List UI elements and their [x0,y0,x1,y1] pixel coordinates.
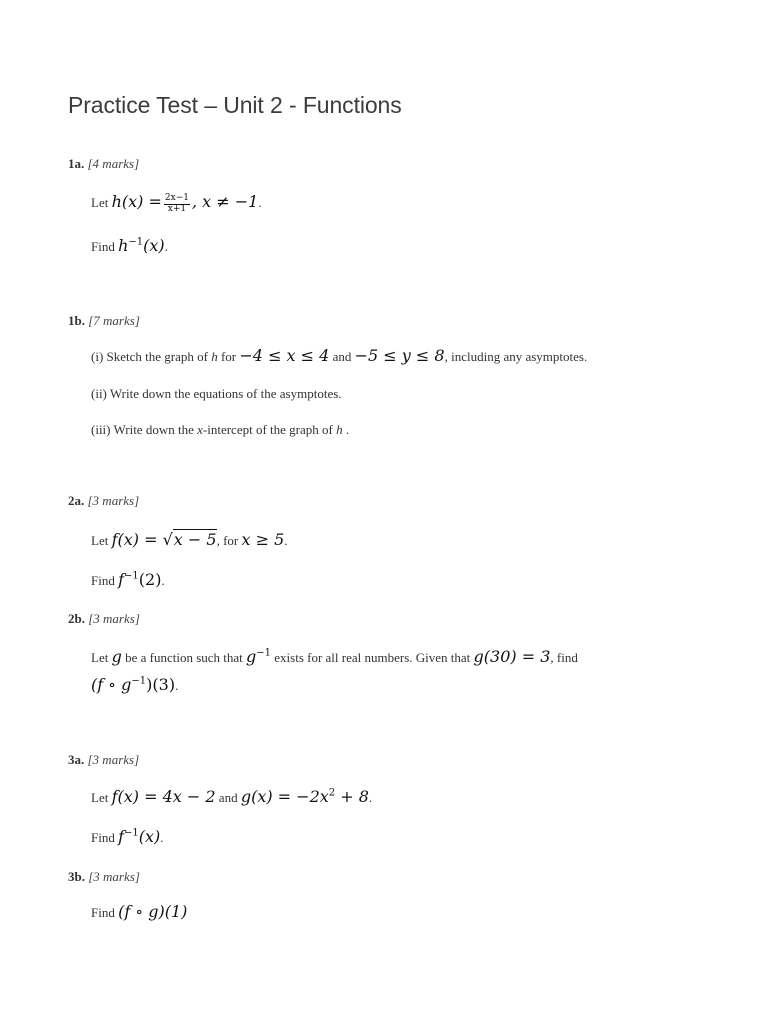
question-line [91,827,164,846]
math-expression: (f ∘ $g^{-1})(3)$ [91,675,176,694]
question-heading-1b [68,313,140,329]
text: . [160,830,164,845]
text: (iii) Write down the [91,422,194,437]
question-line [91,787,372,806]
text: . [345,422,350,437]
question-marks: [7 marks] [88,313,140,328]
text: . [258,195,262,210]
math-expression: g [111,647,122,666]
question-heading-2b [68,611,140,627]
question-line [91,530,288,549]
text: Find [91,573,115,588]
question-marks: [3 marks] [87,493,140,508]
question-line [91,675,178,694]
question-line [91,386,342,402]
math-fraction: $\frac{2x-1}{x+1}$ [164,192,189,214]
question-marks: [3 marks] [88,611,140,626]
text: . [164,239,168,254]
question-line [91,570,165,589]
math-expression: −4 ≤ x ≤ 4 [239,346,330,365]
text: and [332,349,352,364]
question-line [91,647,578,666]
question-line [91,346,587,365]
question-heading-3b [68,869,140,885]
math-expression: f(x) = 4x − 2 [111,787,216,806]
math-expression: g(30) = 3 [473,647,551,666]
text: (i) Sketch the graph of [91,349,208,364]
text: , including any asymptotes. [444,349,588,364]
text: h [211,349,218,364]
text: (ii) Write down the equations of the asymptotes. [91,386,342,401]
text: -intercept of the graph of [202,422,333,437]
text: exists for all real numbers. Given that [274,650,471,665]
math-expression: h(x) = [111,192,162,211]
text: x [197,422,203,437]
question-number: 2a. [68,493,85,508]
math-expression: $g(x) = -2x^2 + 8$ [240,787,369,806]
question-number: 1a. [68,156,85,171]
text: . [161,573,165,588]
text: . [284,533,288,548]
math-expression: , x ≠ −1 [191,192,259,211]
question-line [91,192,262,214]
text: Find [91,239,115,254]
math-expression: $f^{-1}(x)$ [118,827,161,846]
math-expression: −5 ≤ y ≤ 8 [354,346,445,365]
text: Let [91,195,109,210]
text: and [218,790,238,805]
question-marks: [3 marks] [87,752,140,767]
math-expression: f(x) = √x − 5 [111,530,217,549]
question-marks: [3 marks] [88,869,140,884]
math-expression: $f^{-1}(2)$ [118,570,162,589]
question-number: 3b. [68,869,85,884]
text: Find [91,830,115,845]
text: Let [91,533,109,548]
math-expression: $g^{-1}$ [246,647,272,666]
math-expression: (f ∘ g)(1) [118,902,188,921]
text: h [336,422,343,437]
question-marks: [4 marks] [87,156,140,171]
question-heading-2a [68,493,139,509]
math-expression: $h^{-1}(x)$ [118,236,165,255]
page-title: Practice Test – Unit 2 - Functions [68,92,402,118]
question-heading-3a [68,752,139,768]
math-expression: x ≥ 5 [241,530,285,549]
question-number: 1b. [68,313,85,328]
text: Let [91,790,109,805]
question-number: 3a. [68,752,85,767]
text: , find [550,650,578,665]
text: be a function such that [125,650,243,665]
question-number: 2b. [68,611,85,626]
question-line [91,902,187,921]
text: for [220,349,237,364]
question-line [91,236,168,255]
text: . [175,678,179,693]
text: Find [91,905,115,920]
question-heading-1a [68,156,139,172]
question-line [91,422,349,438]
text: Let [91,650,109,665]
text: , for [216,533,239,548]
text: . [368,790,373,805]
